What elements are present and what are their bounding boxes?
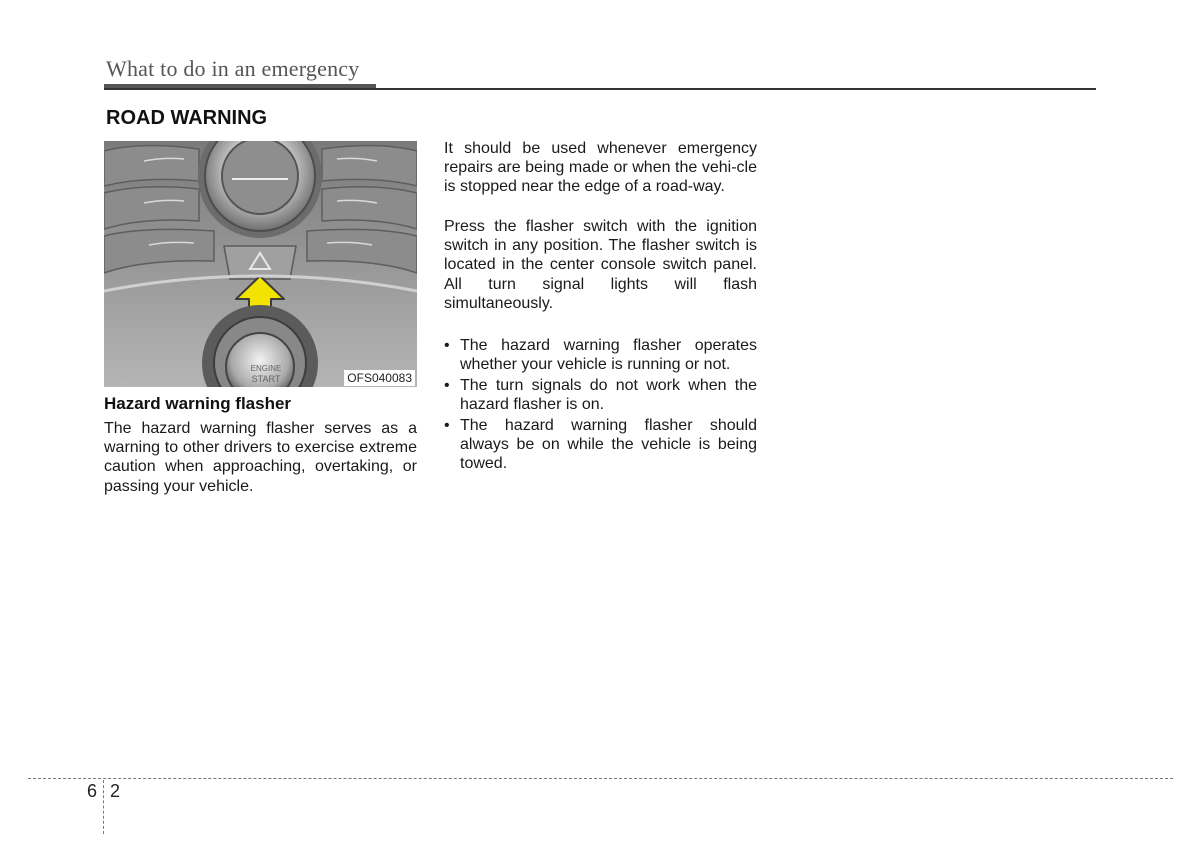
- chapter-number: 6: [87, 781, 98, 801]
- right-paragraph-2: Press the flasher switch with the ignition switch in any position. The flasher switch is located in the center console switch panel. All turn signal lights will flash simultaneously.: [444, 218, 757, 312]
- list-item: [444, 336, 757, 374]
- list-item: [444, 376, 757, 414]
- engine-button-text-2: START: [251, 374, 281, 384]
- hazard-switch-figure: [104, 141, 417, 387]
- right-paragraph-1: It should be used whenever emergency repairs are being made or when the vehi-cle is stopped near the edge of a road-way.: [444, 140, 757, 196]
- section-title: ROAD WARNING: [106, 107, 268, 129]
- list-item-text: The hazard warning flasher operates whether your vehicle is running or not.: [460, 337, 757, 374]
- list-item-text: The turn signals do not work when the hazard flasher is on.: [460, 376, 757, 414]
- figure-code: OFS040083: [344, 370, 415, 386]
- footer-divider: [28, 778, 1173, 779]
- left-paragraph: The hazard warning flasher serves as a warning to other drivers to exercise extreme caution when approaching, overtaking, or passing your vehicle.: [104, 420, 417, 495]
- header-title: What to do in an emergency: [106, 56, 360, 81]
- list-item: [444, 416, 757, 474]
- list-item-text: The hazard warning flasher should always be on while the vehicle is being towed.: [460, 416, 757, 473]
- footer-vertical-divider: [103, 780, 104, 834]
- subheading-hazard-flasher: Hazard warning flasher: [104, 394, 292, 413]
- header-rule: [104, 88, 1096, 90]
- hazard-notes-list: [444, 336, 757, 475]
- engine-button-text-1: ENGINE: [250, 364, 282, 373]
- bullet-icon: •: [444, 337, 450, 354]
- bullet-icon: •: [444, 376, 450, 394]
- page-number: 2: [110, 781, 121, 801]
- bullet-icon: •: [444, 416, 450, 434]
